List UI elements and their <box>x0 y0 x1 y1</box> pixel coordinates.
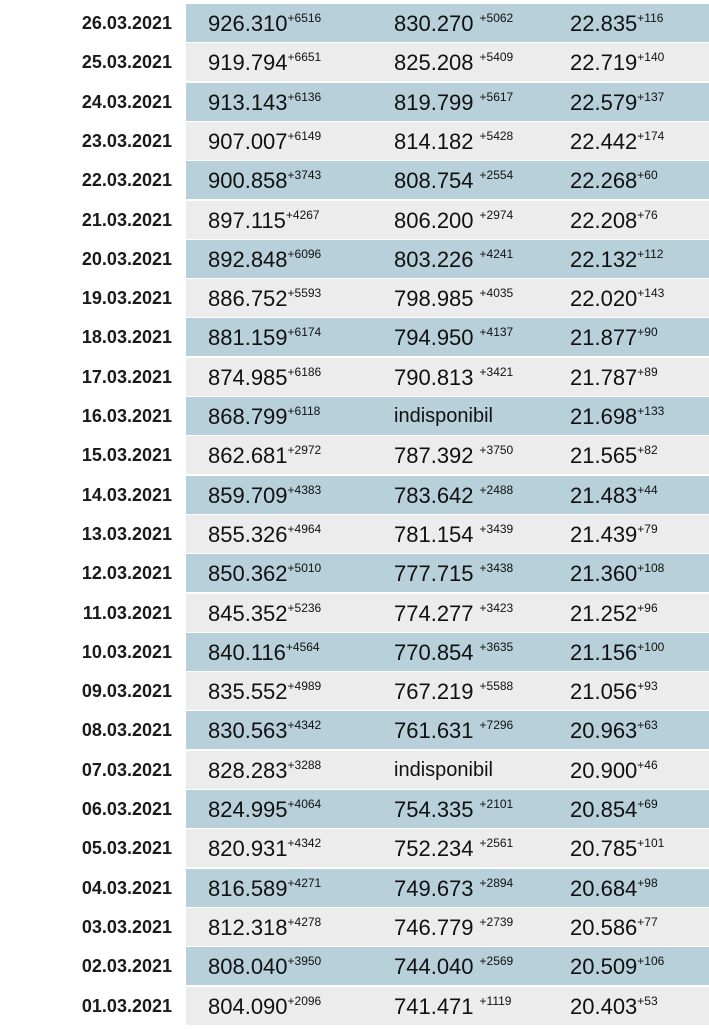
second-cell <box>394 436 513 475</box>
total-value: 881.159 <box>208 325 288 351</box>
total-delta: +6651 <box>287 50 322 65</box>
date-cell: 21.03.2021 <box>0 201 186 240</box>
third-cell <box>570 83 664 122</box>
third-delta: +137 <box>637 89 665 104</box>
total-delta: +4267 <box>285 207 320 222</box>
second-delta: +3421 <box>479 364 514 379</box>
third-value: 21.156 <box>570 639 638 665</box>
second-cell <box>394 711 513 750</box>
total-cell <box>208 122 321 161</box>
third-delta: +174 <box>637 128 665 143</box>
date-cell: 04.03.2021 <box>0 869 186 908</box>
second-value: 741.471 <box>394 993 474 1019</box>
third-value: 22.020 <box>570 286 638 312</box>
second-value: 790.813 <box>394 364 474 390</box>
third-value: 22.442 <box>570 128 638 154</box>
total-cell <box>208 83 321 122</box>
second-delta: +2569 <box>479 954 514 969</box>
second-cell <box>394 829 513 868</box>
third-cell <box>570 947 664 986</box>
second-value: 814.182 <box>394 128 474 154</box>
third-delta: +79 <box>637 521 658 536</box>
total-cell <box>208 554 321 593</box>
total-value: 907.007 <box>208 128 288 154</box>
third-delta: +100 <box>637 639 665 654</box>
total-value: 804.090 <box>208 993 288 1019</box>
total-delta: +4278 <box>287 914 322 929</box>
second-delta: +4035 <box>479 286 514 301</box>
table-row <box>0 279 709 318</box>
total-value: 835.552 <box>208 679 288 705</box>
third-value: 22.579 <box>570 89 638 115</box>
third-delta: +116 <box>637 11 664 25</box>
third-cell <box>570 908 658 947</box>
second-cell <box>394 987 511 1026</box>
date-cell: 09.03.2021 <box>0 672 186 711</box>
table-row <box>0 161 709 200</box>
total-cell <box>208 515 321 554</box>
third-delta: +53 <box>637 993 658 1008</box>
third-cell <box>570 201 658 240</box>
third-cell <box>570 318 658 357</box>
table-row <box>0 633 709 672</box>
second-delta: +2561 <box>479 836 514 851</box>
second-value: 777.715 <box>394 561 474 587</box>
second-cell <box>394 947 513 986</box>
third-cell <box>570 594 658 633</box>
total-cell <box>208 908 321 947</box>
table-row <box>0 987 709 1026</box>
total-delta: +5593 <box>287 286 322 301</box>
table-row <box>0 829 709 868</box>
total-delta: +4383 <box>287 482 322 497</box>
second-cell <box>394 161 513 200</box>
third-delta: +93 <box>637 679 658 694</box>
total-cell <box>208 672 321 711</box>
total-delta: +6149 <box>287 128 322 143</box>
third-delta: +44 <box>637 482 658 497</box>
second-cell <box>394 908 513 947</box>
table-row <box>0 43 709 82</box>
total-cell <box>208 397 320 436</box>
total-cell <box>208 43 321 82</box>
second-value: 830.270 <box>394 11 474 36</box>
table-row <box>0 240 709 279</box>
total-value: 828.283 <box>208 757 288 783</box>
second-value: 752.234 <box>394 836 474 862</box>
total-delta: +4271 <box>287 875 322 890</box>
second-cell <box>394 554 513 593</box>
second-cell <box>394 279 513 318</box>
total-cell <box>208 279 321 318</box>
date-cell: 06.03.2021 <box>0 790 186 829</box>
third-value: 21.056 <box>570 679 638 705</box>
third-cell <box>570 515 658 554</box>
second-value: 808.754 <box>394 168 474 194</box>
third-cell <box>570 987 658 1026</box>
second-delta: +2554 <box>479 168 514 183</box>
total-cell <box>208 751 321 790</box>
third-cell <box>570 633 664 672</box>
total-value: 850.362 <box>208 561 288 587</box>
total-value: 840.116 <box>208 639 286 665</box>
second-cell <box>394 790 513 829</box>
second-value: 781.154 <box>394 521 474 547</box>
third-delta: +77 <box>637 914 658 929</box>
total-delta: +2972 <box>287 443 322 458</box>
second-cell <box>394 515 513 554</box>
total-delta: +5236 <box>287 600 322 615</box>
second-cell <box>394 122 513 161</box>
total-value: 830.563 <box>208 718 288 744</box>
total-delta: +4964 <box>287 521 322 536</box>
second-delta: +3750 <box>479 443 514 458</box>
third-delta: +98 <box>637 875 658 890</box>
second-delta: +2488 <box>479 482 514 497</box>
total-delta: +3743 <box>287 168 322 183</box>
third-cell <box>570 43 664 82</box>
third-delta: +90 <box>637 325 658 340</box>
second-cell <box>394 633 513 672</box>
second-value: 774.277 <box>394 600 474 626</box>
second-cell <box>394 43 513 82</box>
second-delta: +7296 <box>479 718 514 733</box>
date-cell: 24.03.2021 <box>0 83 186 122</box>
third-delta: +133 <box>637 404 665 418</box>
third-value: 21.565 <box>570 443 638 469</box>
table-row <box>0 554 709 593</box>
total-value: 862.681 <box>208 443 288 469</box>
third-value: 21.787 <box>570 364 638 390</box>
total-cell <box>208 711 321 750</box>
total-value: 859.709 <box>208 482 288 508</box>
third-value: 21.877 <box>570 325 638 351</box>
date-cell: 18.03.2021 <box>0 318 186 357</box>
second-value: 744.040 <box>394 954 474 980</box>
third-delta: +106 <box>637 954 665 969</box>
second-cell <box>394 869 513 908</box>
second-delta: +5617 <box>479 89 514 104</box>
date-cell: 25.03.2021 <box>0 43 186 82</box>
total-value: 892.848 <box>208 246 288 272</box>
date-cell: 11.03.2021 <box>0 594 186 633</box>
date-cell: 02.03.2021 <box>0 947 186 986</box>
total-value: 913.143 <box>208 89 288 115</box>
second-delta: +2894 <box>479 875 514 890</box>
third-delta: +46 <box>637 757 658 772</box>
second-value: 767.219 <box>394 679 474 705</box>
second-value: 825.208 <box>394 50 474 76</box>
total-delta: +6186 <box>287 364 322 379</box>
second-cell <box>394 240 513 279</box>
table-row <box>0 476 709 515</box>
total-cell <box>208 633 320 672</box>
third-cell <box>570 358 658 397</box>
total-cell <box>208 436 321 475</box>
total-value: 886.752 <box>208 286 288 312</box>
third-delta: +112 <box>637 246 664 261</box>
second-value: 798.985 <box>394 286 474 312</box>
second-value: 806.200 <box>394 207 474 233</box>
second-value: 803.226 <box>394 246 474 272</box>
third-value: 21.360 <box>570 561 638 587</box>
total-delta: +6118 <box>287 404 321 418</box>
third-delta: +96 <box>637 600 658 615</box>
date-cell: 05.03.2021 <box>0 829 186 868</box>
second-value: 794.950 <box>394 325 474 351</box>
total-delta: +4342 <box>287 836 322 851</box>
second-delta: +2739 <box>479 914 514 929</box>
table-row <box>0 594 709 633</box>
table-row <box>0 751 709 790</box>
total-delta: +6516 <box>287 11 322 25</box>
second-cell <box>394 751 499 790</box>
second-cell <box>394 397 499 436</box>
date-cell: 23.03.2021 <box>0 122 186 161</box>
second-cell <box>394 83 513 122</box>
third-value: 22.835 <box>570 11 638 36</box>
table-row <box>0 318 709 357</box>
third-cell <box>570 751 658 790</box>
third-delta: +69 <box>637 797 658 811</box>
total-delta: +6136 <box>287 89 322 104</box>
third-value: 22.719 <box>570 50 638 76</box>
table-row <box>0 4 709 43</box>
total-value: 900.858 <box>208 168 288 194</box>
second-delta: +3438 <box>479 561 514 576</box>
third-cell <box>570 122 664 161</box>
third-value: 21.252 <box>570 600 638 626</box>
third-delta: +60 <box>637 168 658 183</box>
date-cell: 22.03.2021 <box>0 161 186 200</box>
table-row <box>0 790 709 829</box>
second-delta: +3635 <box>479 639 514 654</box>
second-delta: +5062 <box>479 11 514 25</box>
third-value: 20.963 <box>570 718 638 744</box>
total-cell <box>208 476 321 515</box>
third-cell <box>570 476 658 515</box>
third-delta: +76 <box>637 207 658 222</box>
second-cell <box>394 358 513 397</box>
total-cell <box>208 240 321 279</box>
date-cell: 01.03.2021 <box>0 987 186 1026</box>
third-delta: +108 <box>637 561 665 576</box>
third-cell <box>570 790 658 829</box>
second-delta: +5409 <box>479 50 514 65</box>
second-cell <box>394 4 513 43</box>
third-cell <box>570 711 658 750</box>
date-cell: 14.03.2021 <box>0 476 186 515</box>
total-value: 816.589 <box>208 875 288 901</box>
total-delta: +4342 <box>287 718 322 733</box>
date-cell: 10.03.2021 <box>0 633 186 672</box>
second-value: indisponibil <box>394 758 493 781</box>
second-value: 787.392 <box>394 443 474 469</box>
total-value: 926.310 <box>208 11 288 36</box>
third-delta: +63 <box>637 718 658 733</box>
table-row <box>0 869 709 908</box>
total-value: 855.326 <box>208 521 288 547</box>
third-value: 21.439 <box>570 521 638 547</box>
third-delta: +143 <box>637 286 665 301</box>
second-value: 770.854 <box>394 639 474 665</box>
third-value: 20.900 <box>570 757 638 783</box>
total-cell <box>208 869 321 908</box>
total-cell <box>208 829 321 868</box>
third-cell <box>570 240 663 279</box>
table-row <box>0 711 709 750</box>
second-delta: +1119 <box>479 993 512 1008</box>
third-value: 20.509 <box>570 954 638 980</box>
third-cell <box>570 436 658 475</box>
table-row <box>0 83 709 122</box>
total-value: 919.794 <box>208 50 288 76</box>
third-value: 21.698 <box>570 404 638 429</box>
date-cell: 13.03.2021 <box>0 515 186 554</box>
third-cell <box>570 672 658 711</box>
third-cell <box>570 279 664 318</box>
second-delta: +5428 <box>479 128 514 143</box>
third-cell <box>570 4 663 43</box>
table-row <box>0 672 709 711</box>
table-row <box>0 515 709 554</box>
total-value: 868.799 <box>208 404 288 429</box>
total-cell <box>208 358 321 397</box>
third-value: 20.785 <box>570 836 638 862</box>
second-value: 783.642 <box>394 482 474 508</box>
third-cell <box>570 829 664 868</box>
second-value: 749.673 <box>394 875 474 901</box>
total-delta: +5010 <box>287 561 322 576</box>
total-delta: +2096 <box>287 993 322 1008</box>
table-row <box>0 122 709 161</box>
total-value: 820.931 <box>208 836 288 862</box>
date-cell: 07.03.2021 <box>0 751 186 790</box>
date-cell: 19.03.2021 <box>0 279 186 318</box>
second-delta: +5588 <box>479 679 514 694</box>
total-delta: +3950 <box>287 954 322 969</box>
second-cell <box>394 672 513 711</box>
date-cell: 26.03.2021 <box>0 4 186 43</box>
second-delta: +2101 <box>479 797 514 811</box>
table-row <box>0 397 709 436</box>
third-value: 22.132 <box>570 246 638 272</box>
date-cell: 20.03.2021 <box>0 240 186 279</box>
second-delta: +3439 <box>479 521 514 536</box>
second-cell <box>394 476 513 515</box>
total-cell <box>208 4 321 43</box>
third-delta: +101 <box>637 836 665 851</box>
date-cell: 15.03.2021 <box>0 436 186 475</box>
date-cell: 08.03.2021 <box>0 711 186 750</box>
table-row <box>0 201 709 240</box>
date-cell: 03.03.2021 <box>0 908 186 947</box>
third-delta: +140 <box>637 50 665 65</box>
total-value: 897.115 <box>208 207 286 233</box>
third-cell <box>570 554 664 593</box>
total-cell <box>208 318 321 357</box>
total-value: 824.995 <box>208 797 288 822</box>
third-value: 20.684 <box>570 875 638 901</box>
total-cell <box>208 790 321 829</box>
third-cell <box>570 397 664 436</box>
third-value: 21.483 <box>570 482 638 508</box>
total-delta: +4989 <box>287 679 322 694</box>
date-cell: 17.03.2021 <box>0 358 186 397</box>
third-cell <box>570 161 658 200</box>
total-delta: +6096 <box>287 246 322 261</box>
total-cell <box>208 201 320 240</box>
total-value: 874.985 <box>208 364 288 390</box>
total-value: 808.040 <box>208 954 288 980</box>
second-cell <box>394 318 513 357</box>
table-row <box>0 908 709 947</box>
third-value: 22.268 <box>570 168 638 194</box>
second-delta: +4241 <box>479 246 514 261</box>
third-value: 20.586 <box>570 914 638 940</box>
second-delta: +3423 <box>479 600 514 615</box>
third-value: 20.854 <box>570 797 638 822</box>
total-delta: +3288 <box>287 757 322 772</box>
second-value: 761.631 <box>394 718 474 744</box>
table-row <box>0 358 709 397</box>
total-delta: +4064 <box>287 797 322 811</box>
third-delta: +89 <box>637 364 658 379</box>
second-delta: +2974 <box>479 207 514 222</box>
second-value: 819.799 <box>394 89 474 115</box>
total-delta: +6174 <box>287 325 322 340</box>
third-cell <box>570 869 658 908</box>
second-value: 746.779 <box>394 914 474 940</box>
second-value: indisponibil <box>394 405 493 427</box>
second-cell <box>394 201 513 240</box>
table-row <box>0 947 709 986</box>
total-value: 812.318 <box>208 914 288 940</box>
total-cell <box>208 161 321 200</box>
total-delta: +4564 <box>285 639 320 654</box>
third-value: 20.403 <box>570 993 638 1019</box>
total-value: 845.352 <box>208 600 288 626</box>
date-cell: 16.03.2021 <box>0 397 186 436</box>
total-cell <box>208 987 321 1026</box>
second-value: 754.335 <box>394 797 474 822</box>
third-value: 22.208 <box>570 207 638 233</box>
date-cell: 12.03.2021 <box>0 554 186 593</box>
third-delta: +82 <box>637 443 658 458</box>
total-cell <box>208 947 321 986</box>
second-cell <box>394 594 513 633</box>
second-delta: +4137 <box>479 325 514 340</box>
total-cell <box>208 594 321 633</box>
table-row <box>0 436 709 475</box>
